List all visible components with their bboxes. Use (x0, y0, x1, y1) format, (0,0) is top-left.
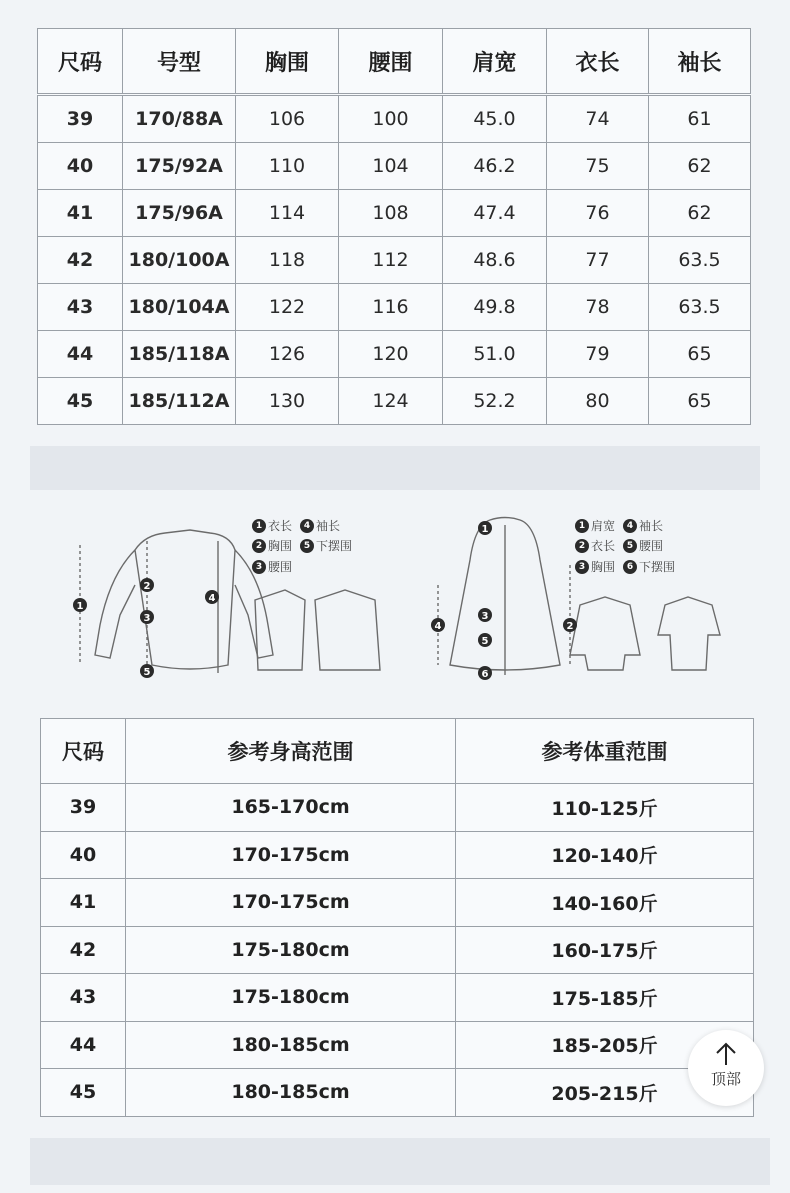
reference-cell: 165-170cm (126, 784, 456, 832)
size-cell: 180/104A (123, 284, 236, 331)
legend-label: 下摆围 (316, 539, 353, 553)
back-to-top-label: 顶部 (710, 1070, 741, 1088)
legend-label: 腰围 (268, 559, 293, 574)
reference-row (41, 974, 754, 1022)
divider-band (30, 446, 760, 490)
size-cell: 185/112A (123, 378, 236, 425)
size-cell: 75 (547, 143, 649, 190)
reference-cell: 110-125斤 (456, 784, 754, 832)
legend-row (252, 536, 360, 557)
size-cell: 65 (649, 378, 751, 425)
size-cell: 77 (547, 237, 649, 284)
svg-text:3: 3 (481, 611, 489, 622)
reference-row (41, 831, 754, 879)
legend-label: 袖长 (639, 518, 664, 533)
size-row (38, 190, 751, 237)
size-cell: 185/118A (123, 331, 236, 378)
header-model: 号型 (123, 29, 236, 95)
legend-number: 3 (252, 560, 266, 574)
legend-label: 胸围 (591, 559, 616, 574)
reference-cell: 45 (41, 1069, 126, 1117)
size-cell: 80 (547, 378, 649, 425)
reference-cell: 185-205斤 (456, 1021, 754, 1069)
header-length: 衣长 (547, 29, 649, 95)
size-cell: 118 (236, 237, 339, 284)
svg-text:2: 2 (566, 621, 574, 632)
size-row (38, 284, 751, 331)
reference-cell: 42 (41, 926, 126, 974)
header-waist: 腰围 (339, 29, 443, 95)
size-cell: 52.2 (443, 378, 547, 425)
size-cell: 112 (339, 237, 443, 284)
legend-row (575, 536, 683, 557)
legend-number: 5 (623, 539, 637, 553)
size-cell: 175/92A (123, 143, 236, 190)
size-row (38, 95, 751, 143)
legend-number: 6 (623, 560, 637, 574)
size-cell: 39 (38, 95, 123, 143)
legend-left (252, 515, 360, 577)
legend-label: 下摆围 (639, 559, 676, 574)
size-cell: 180/100A (123, 237, 236, 284)
size-row (38, 331, 751, 378)
size-cell: 170/88A (123, 95, 236, 143)
reference-cell: 175-180cm (126, 974, 456, 1022)
size-cell: 79 (547, 331, 649, 378)
size-cell: 49.8 (443, 284, 547, 331)
reference-cell: 175-185斤 (456, 974, 754, 1022)
size-cell: 63.5 (649, 284, 751, 331)
size-cell: 106 (236, 95, 339, 143)
header-shoulder: 肩宽 (443, 29, 547, 95)
legend-number: 1 (575, 519, 589, 533)
size-chart-table (37, 28, 751, 425)
size-chart-header-row (38, 29, 751, 95)
size-cell: 45.0 (443, 95, 547, 143)
size-cell: 110 (236, 143, 339, 190)
size-cell: 74 (547, 95, 649, 143)
svg-text:5: 5 (481, 636, 489, 647)
size-cell: 104 (339, 143, 443, 190)
size-cell: 46.2 (443, 143, 547, 190)
reference-table (40, 718, 754, 1117)
size-cell: 41 (38, 190, 123, 237)
arrow-up-icon (713, 1040, 739, 1066)
reference-cell: 175-180cm (126, 926, 456, 974)
header-chest: 胸围 (236, 29, 339, 95)
back-to-top-button[interactable] (688, 1030, 764, 1106)
legend-label: 衣长 (268, 518, 293, 533)
legend-number: 3 (575, 560, 589, 574)
size-cell: 40 (38, 143, 123, 190)
reference-row (41, 1021, 754, 1069)
size-cell: 120 (339, 331, 443, 378)
legend-row (252, 556, 360, 577)
ref-header-weight: 参考体重范围 (456, 719, 754, 784)
reference-cell: 140-160斤 (456, 879, 754, 927)
header-size: 尺码 (38, 29, 123, 95)
legend-label: 袖长 (316, 518, 341, 533)
size-cell: 124 (339, 378, 443, 425)
size-row (38, 378, 751, 425)
reference-cell: 170-175cm (126, 879, 456, 927)
svg-text:4: 4 (434, 621, 442, 632)
size-cell: 61 (649, 95, 751, 143)
size-cell: 48.6 (443, 237, 547, 284)
legend-number: 1 (252, 519, 266, 533)
size-cell: 43 (38, 284, 123, 331)
legend-row (575, 515, 683, 536)
legend-label: 胸围 (268, 539, 293, 553)
reference-cell: 205-215斤 (456, 1069, 754, 1117)
svg-text:4: 4 (208, 593, 216, 604)
reference-row (41, 879, 754, 927)
size-cell: 100 (339, 95, 443, 143)
svg-text:3: 3 (143, 613, 151, 624)
size-cell: 126 (236, 331, 339, 378)
legend-number: 4 (300, 519, 314, 533)
size-cell: 47.4 (443, 190, 547, 237)
size-cell: 63.5 (649, 237, 751, 284)
size-cell: 130 (236, 378, 339, 425)
legend-right (575, 515, 683, 577)
legend-label: 腰围 (639, 539, 664, 553)
size-cell: 114 (236, 190, 339, 237)
legend-label: 衣长 (591, 539, 616, 553)
header-sleeve: 袖长 (649, 29, 751, 95)
size-cell: 42 (38, 237, 123, 284)
reference-cell: 120-140斤 (456, 831, 754, 879)
measurement-diagram (40, 505, 760, 705)
legend-label: 肩宽 (591, 518, 616, 533)
reference-cell: 40 (41, 831, 126, 879)
reference-cell: 39 (41, 784, 126, 832)
reference-cell: 44 (41, 1021, 126, 1069)
size-cell: 108 (339, 190, 443, 237)
svg-text:6: 6 (481, 669, 489, 680)
legend-row (575, 556, 683, 577)
size-cell: 116 (339, 284, 443, 331)
ref-header-height: 参考身高范围 (126, 719, 456, 784)
legend-number: 5 (300, 539, 314, 553)
size-cell: 51.0 (443, 331, 547, 378)
size-row (38, 237, 751, 284)
reference-cell: 41 (41, 879, 126, 927)
size-cell: 65 (649, 331, 751, 378)
reference-cell: 170-175cm (126, 831, 456, 879)
legend-number: 2 (252, 539, 266, 553)
svg-text:2: 2 (143, 581, 151, 592)
ref-header-size: 尺码 (41, 719, 126, 784)
size-cell: 78 (547, 284, 649, 331)
bottom-band (30, 1138, 770, 1185)
size-row (38, 143, 751, 190)
svg-text:1: 1 (481, 524, 489, 535)
legend-row (252, 515, 360, 536)
size-cell: 62 (649, 143, 751, 190)
reference-row (41, 784, 754, 832)
reference-row (41, 1069, 754, 1117)
svg-text:1: 1 (76, 601, 84, 612)
reference-cell: 180-185cm (126, 1021, 456, 1069)
svg-text:5: 5 (143, 667, 151, 678)
reference-cell: 160-175斤 (456, 926, 754, 974)
reference-cell: 180-185cm (126, 1069, 456, 1117)
size-cell: 45 (38, 378, 123, 425)
reference-cell: 43 (41, 974, 126, 1022)
size-cell: 175/96A (123, 190, 236, 237)
reference-row (41, 926, 754, 974)
legend-number: 2 (575, 539, 589, 553)
size-cell: 76 (547, 190, 649, 237)
size-cell: 122 (236, 284, 339, 331)
size-cell: 44 (38, 331, 123, 378)
reference-header-row (41, 719, 754, 784)
legend-number: 4 (623, 519, 637, 533)
size-cell: 62 (649, 190, 751, 237)
